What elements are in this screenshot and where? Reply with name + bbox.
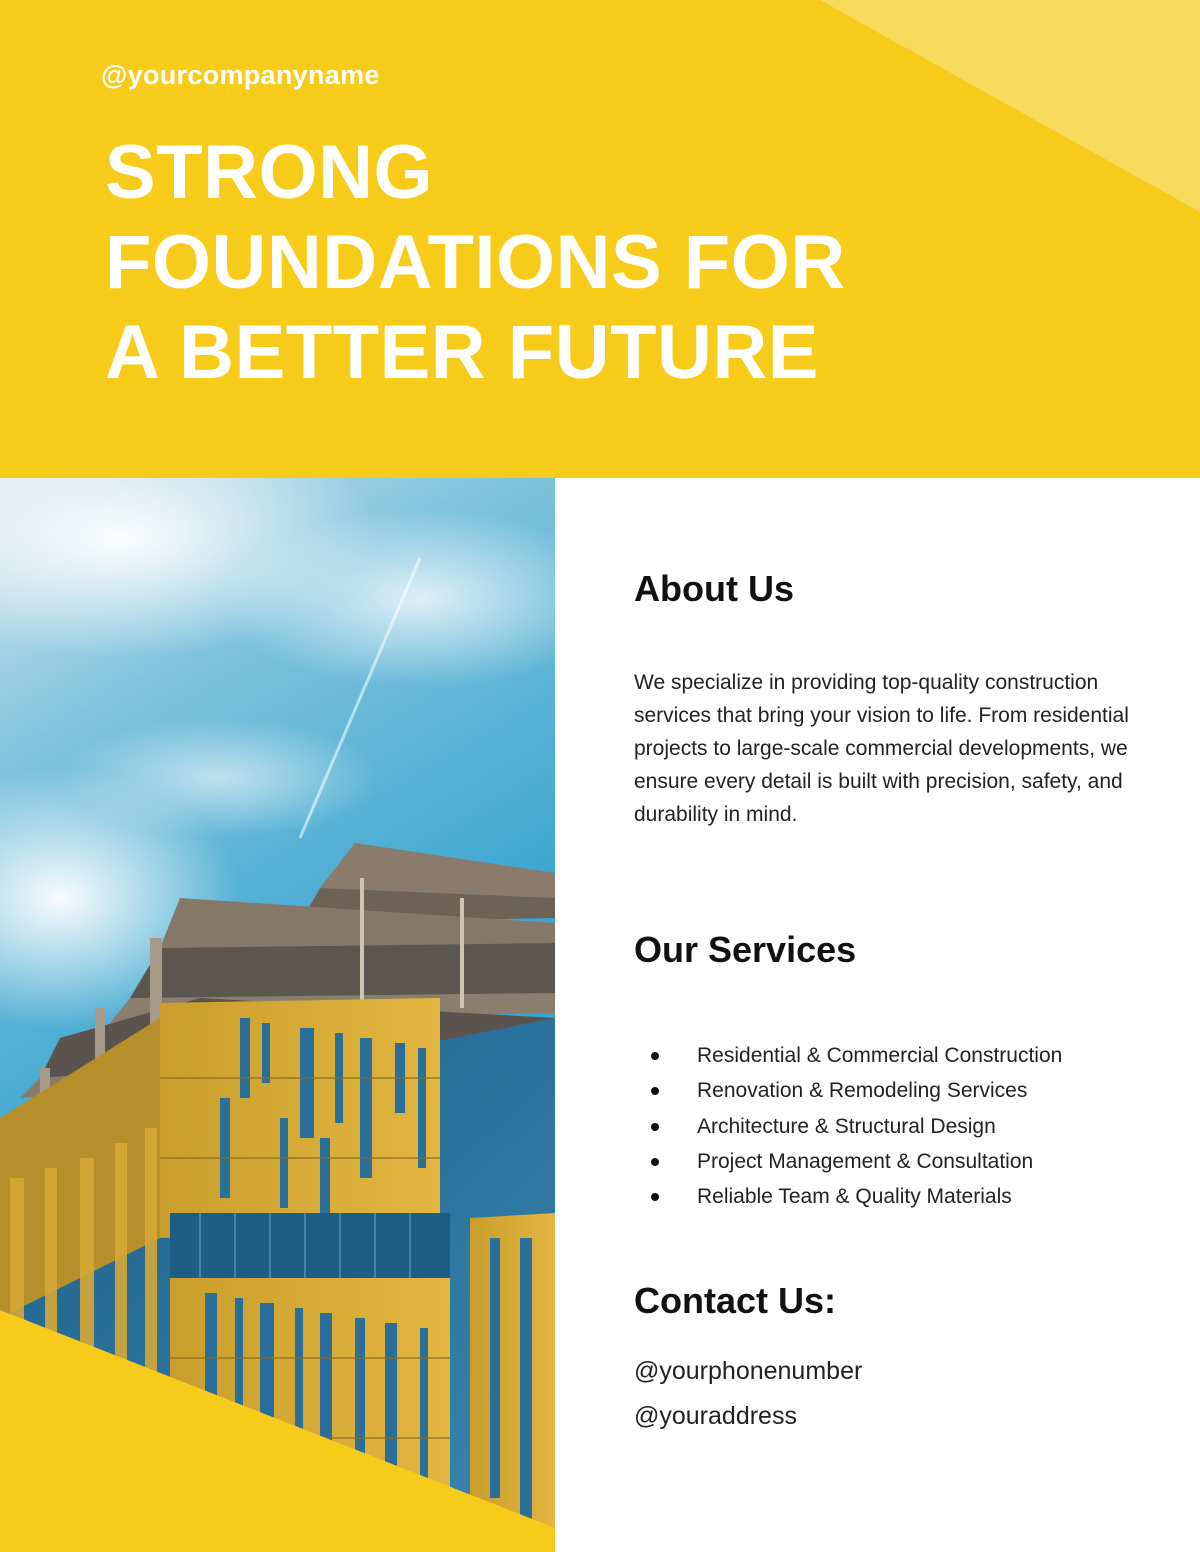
service-label: Residential & Commercial Construction <box>697 1044 1063 1067</box>
service-label: Renovation & Remodeling Services <box>697 1079 1028 1103</box>
services-title: Our Services <box>634 929 857 970</box>
contact-title: Contact Us: <box>634 1280 837 1321</box>
bullet-icon <box>651 1158 659 1166</box>
list-item <box>634 1073 1154 1108</box>
service-label: Reliable Team & Quality Materials <box>697 1185 1012 1209</box>
contact-phone: @yourphonenumber <box>634 1357 863 1385</box>
contact-address: @youraddress <box>634 1402 797 1430</box>
building-photo <box>0 478 555 1552</box>
service-label: Project Management & Consultation <box>697 1149 1034 1173</box>
header-band <box>0 0 1200 478</box>
about-text: We specialize in providing top-quality construction services that bring your vision to life. From residential projects to large-scale commercial developments, we ensure every detail is built with precision, safety, and durability in mind. <box>634 671 1129 826</box>
company-handle: @yourcompanyname <box>101 60 380 90</box>
service-label: Architecture & Structural Design <box>697 1114 996 1138</box>
headline-line: STRONG <box>105 130 434 215</box>
list-item <box>634 1179 1154 1214</box>
list-item <box>634 1038 1154 1073</box>
bullet-icon <box>651 1193 659 1201</box>
about-title: About Us <box>634 568 794 609</box>
bullet-icon <box>651 1123 659 1131</box>
bullet-icon <box>651 1087 659 1095</box>
list-item <box>634 1109 1154 1144</box>
headline-line: A BETTER FUTURE <box>105 310 819 395</box>
bullet-icon <box>651 1052 659 1060</box>
headline-line: FOUNDATIONS FOR <box>105 220 846 305</box>
services-list <box>634 1038 1154 1214</box>
list-item <box>634 1144 1154 1179</box>
headline <box>105 128 846 398</box>
